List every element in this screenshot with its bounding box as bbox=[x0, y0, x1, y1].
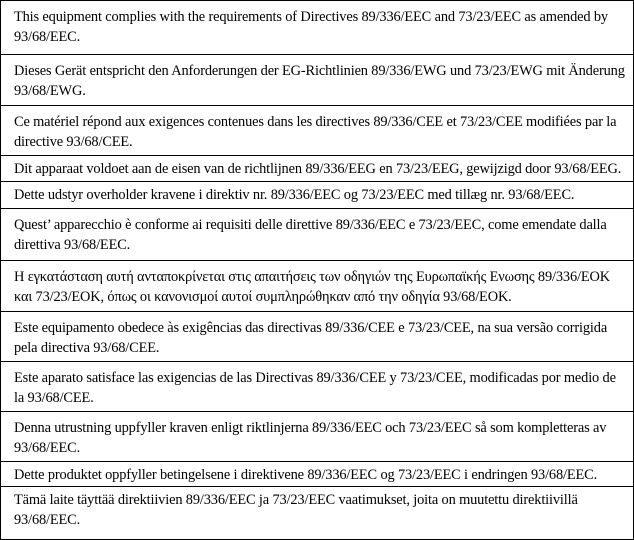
statement-row-el bbox=[1, 260, 633, 312]
statement-text-sv: Denna utrustning uppfyller kraven enligt riktlinjerna 89/336/EEC och 73/23/EEC så som kompletteras av 93/68/EEC. bbox=[14, 420, 607, 456]
statement-row-da bbox=[1, 181, 633, 209]
statement-text-en: This equipment complies with the requirements of Directives 89/336/EEC and 73/23/EEC as amended by 93/68/EEC. bbox=[14, 9, 608, 45]
statement-text-nl: Dit apparaat voldoet aan de eisen van de richtlijnen 89/336/EEG en 73/23/EEG, gewijzigd door 93/68/EEG. bbox=[14, 161, 622, 177]
statement-text-de: Dieses Gerät entspricht den Anforderungen der EG-Richtlinien 89/336/EWG und 73/23/EWG mit Änderung 93/68/EWG. bbox=[14, 63, 625, 99]
statement-text-fr: Ce matériel répond aux exigences contenues dans les directives 89/336/CEE et 73/23/CEE modifiées par la directive 93/68/CEE. bbox=[14, 114, 617, 150]
statement-row-it bbox=[1, 208, 633, 261]
statement-row-fr bbox=[1, 105, 633, 156]
statement-text-el: Η εγκατάσταση αυτή ανταποκρίνεται στις απαιτήσεις των οδηγιών της Ευρωπαϊκής Ενωσης 89/336/ΕΟΚ και 73/23/ΕΟΚ, όπως οι κανονισμοί αυτοί συμπληρώθηκαν από την οδηγία 93/68/ΕΟΚ. bbox=[14, 269, 610, 305]
statement-text-pt: Este equipamento obedece às exigências das directivas 89/336/CEE e 73/23/CEE, na sua versão corrigida pela directiva 93/68/CEE. bbox=[14, 320, 608, 356]
statement-row-de bbox=[1, 54, 633, 106]
statement-row-en bbox=[1, 1, 633, 54]
statement-row-nl bbox=[1, 155, 633, 182]
statement-row-sv bbox=[1, 411, 633, 462]
statement-text-no: Dette produktet oppfyller betingelsene i direktivene 89/336/EEC og 73/23/EEC i endringen 93/68/EEC. bbox=[14, 467, 598, 483]
statement-row-pt bbox=[1, 311, 633, 362]
statement-text-da: Dette udstyr overholder kravene i direktiv nr. 89/336/EEC og 73/23/EEC med tillæg nr. 93/68/EEC. bbox=[14, 187, 575, 203]
statement-text-fi: Tämä laite täyttää direktiivien 89/336/EEC ja 73/23/EEC vaatimukset, joita on muutettu direktiivillä 93/68/EEC. bbox=[14, 492, 578, 528]
statement-row-es bbox=[1, 361, 633, 412]
statement-row-no bbox=[1, 461, 633, 487]
statement-row-fi bbox=[1, 486, 633, 540]
statement-text-es: Este aparato satisface las exigencias de las Directivas 89/336/CEE y 73/23/CEE, modificadas por medio de la 93/68/CEE. bbox=[14, 370, 616, 406]
statement-text-it: Quest’ apparecchio è conforme ai requisiti delle direttive 89/336/EEC e 73/23/EEC, come emendate dalla direttiva 93/68/EEC. bbox=[14, 217, 607, 253]
